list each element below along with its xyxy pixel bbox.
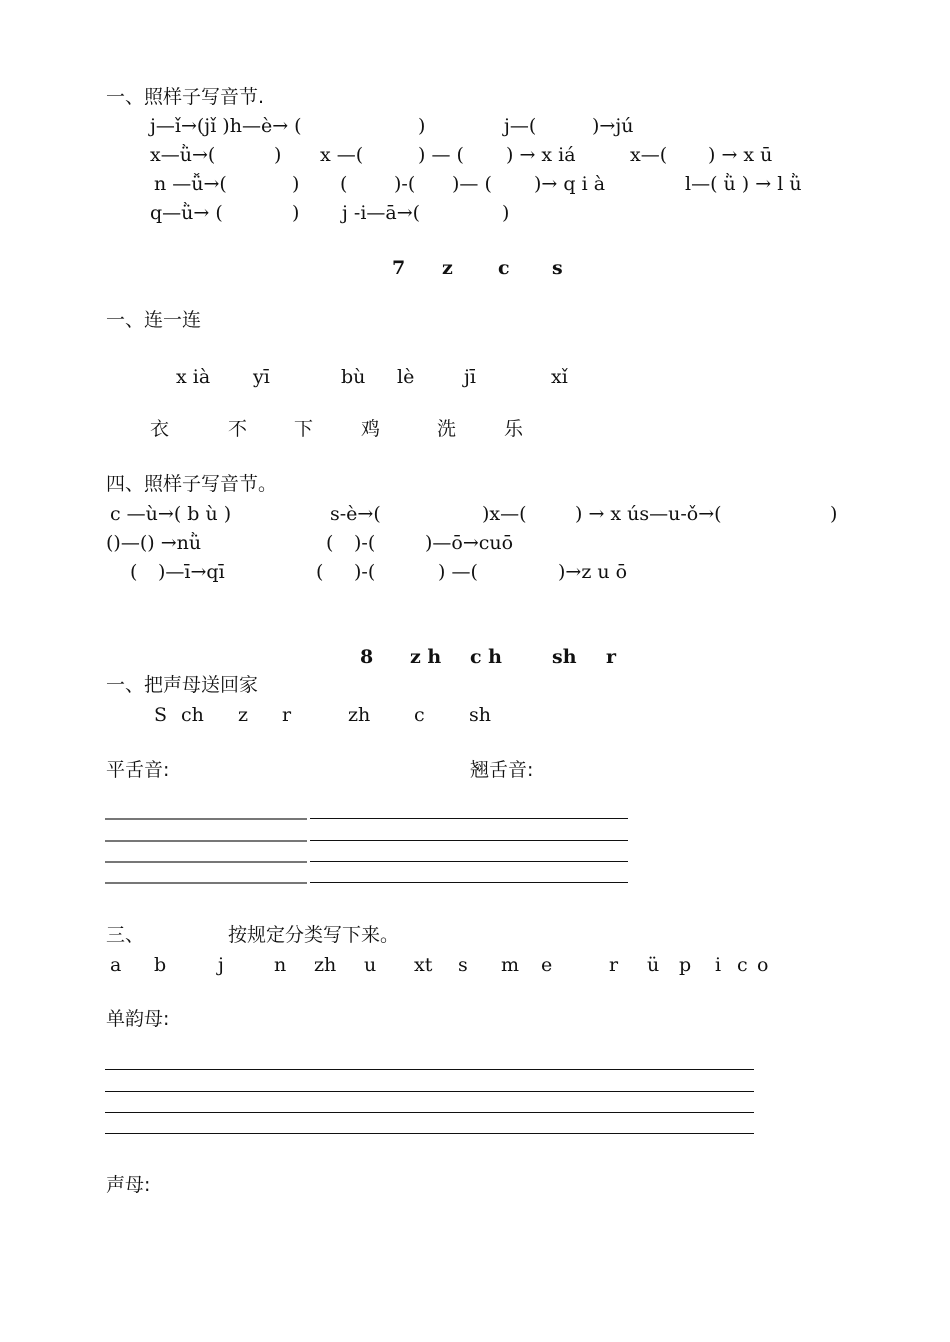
char-bu: 不 <box>228 418 248 440</box>
s7-row3-d: )-( <box>354 561 376 583</box>
s7-row2-b: ( <box>326 532 334 554</box>
lesson8-sh: sh <box>552 646 577 668</box>
answer-line-finals-3 <box>105 1112 754 1113</box>
section3-heading: 按规定分类写下来。 <box>228 924 400 946</box>
letter2-c: c <box>737 954 748 976</box>
section1-heading: 一、照样子写音节. <box>106 86 265 108</box>
pinyin-bu: bù <box>341 366 366 388</box>
lesson7-z: z <box>442 257 453 279</box>
s1-row3-e: )— ( <box>452 173 492 195</box>
letter-z: z <box>238 704 249 726</box>
s7-row1-a: c —ù→( b ù ) <box>110 503 232 525</box>
s1-row2-b: ) <box>274 144 282 166</box>
s7-row3-a: ( <box>130 561 138 583</box>
s1-row2-f: x—( <box>630 144 668 166</box>
s7-row3-f: )→z u ō <box>558 561 628 583</box>
letter2-o: o <box>757 954 769 976</box>
answer-line-flat-4 <box>105 882 307 884</box>
letter2-m: m <box>501 954 520 976</box>
answer-line-flat-2 <box>105 840 307 842</box>
letter-ch: ch <box>181 704 204 726</box>
letter-c: c <box>414 704 425 726</box>
letter2-p: p <box>679 954 692 976</box>
s1-row3-g: l—( ǜ ) → l ǜ <box>685 173 802 195</box>
s7-row1-c: )x—( <box>482 503 527 525</box>
pinyin-ji: jī <box>464 366 476 388</box>
s1-row1-a: j—ǐ→(jǐ )h—è→ ( <box>150 115 302 137</box>
s7-row1-e: ) <box>830 503 838 525</box>
lesson7-c: c <box>498 257 510 279</box>
pinyin-le: lè <box>397 366 415 388</box>
answer-line-curl-2 <box>310 840 628 841</box>
letter-sh: sh <box>469 704 491 726</box>
answer-line-finals-4 <box>105 1133 754 1134</box>
s1-row2-e: ) → x iá <box>506 144 576 166</box>
s1-row2-g: ) → x ū <box>708 144 773 166</box>
letter2-e: e <box>541 954 553 976</box>
s1-row4-a: q—ǜ→ ( <box>150 202 223 224</box>
initials-label: 声母: <box>106 1174 151 1196</box>
answer-line-flat-3 <box>105 861 307 863</box>
letter-S: S <box>154 704 168 726</box>
s1-row4-d: ) <box>502 202 510 224</box>
letter2-a: a <box>110 954 122 976</box>
lesson8-r: r <box>606 646 617 668</box>
letter2-u: u <box>364 954 377 976</box>
s1-row1-c: j—( <box>504 115 537 137</box>
s1-row1-b: ) <box>418 115 426 137</box>
s1-row1-d: )→jú <box>592 115 634 137</box>
letter2-n: n <box>274 954 287 976</box>
letter2-s: s <box>458 954 468 976</box>
s7-row3-e: ) —( <box>438 561 478 583</box>
letter2-b: b <box>154 954 167 976</box>
section7-heading2: 四、照样子写音节。 <box>106 473 278 495</box>
char-ji: 鸡 <box>361 418 381 440</box>
s1-row2-d: ) — ( <box>418 144 464 166</box>
answer-line-flat-1 <box>105 818 307 820</box>
s7-row2-a: ()—() →nǜ <box>106 532 202 554</box>
section3-number: 三、 <box>106 924 145 946</box>
letter2-i: i <box>715 954 722 976</box>
pinyin-xi: xǐ <box>551 366 568 388</box>
lesson8-zh: z h <box>410 646 442 668</box>
s1-row2-a: x—ǜ→( <box>150 144 216 166</box>
answer-line-curl-4 <box>310 882 628 883</box>
section7-heading: 一、连一连 <box>106 309 202 331</box>
s7-row2-d: )—ō→cuō <box>425 532 514 554</box>
answer-line-curl-1 <box>310 818 628 819</box>
pinyin-xia: x ià <box>176 366 211 388</box>
s1-row2-c: x —( <box>320 144 364 166</box>
s1-row3-f: )→ q i à <box>534 173 606 195</box>
letter2-r: r <box>609 954 619 976</box>
letter2-xt: xt <box>414 954 433 976</box>
answer-line-finals-1 <box>105 1069 754 1070</box>
flat-tongue-label: 平舌音: <box>106 759 170 781</box>
s7-row3-c: ( <box>316 561 324 583</box>
lesson7-s: s <box>552 257 563 279</box>
lesson8-number: 8 <box>360 646 374 668</box>
s1-row3-d: )-( <box>394 173 416 195</box>
s1-row3-b: ) <box>292 173 300 195</box>
letter2-u-umlaut: ü <box>647 954 660 976</box>
single-finals-label: 单韵母: <box>106 1008 170 1030</box>
s7-row1-d: ) → x ús—u-ǒ→( <box>575 503 722 525</box>
lesson8-ch: c h <box>470 646 502 668</box>
lesson7-number: 7 <box>392 257 406 279</box>
char-xi: 洗 <box>437 418 457 440</box>
s7-row2-c: )-( <box>354 532 376 554</box>
char-yi: 衣 <box>150 418 170 440</box>
char-xia: 下 <box>294 418 314 440</box>
s7-row3-b: )—ī→qī <box>158 561 225 583</box>
s1-row4-c: j -i—ā→( <box>342 202 421 224</box>
section8-heading: 一、把声母送回家 <box>106 674 259 696</box>
letter2-j: j <box>218 954 224 976</box>
s1-row3-a: n —ǚ→( <box>154 173 227 195</box>
answer-line-curl-3 <box>310 861 628 862</box>
curled-tongue-label: 翘舌音: <box>470 759 534 781</box>
letter-zh: zh <box>348 704 371 726</box>
s7-row1-b: s-è→( <box>330 503 381 525</box>
s1-row4-b: ) <box>292 202 300 224</box>
answer-line-finals-2 <box>105 1091 754 1092</box>
pinyin-yi: yī <box>253 366 270 388</box>
letter-r: r <box>282 704 292 726</box>
s1-row3-c: ( <box>340 173 348 195</box>
char-le: 乐 <box>504 418 524 440</box>
letter2-zh: zh <box>314 954 337 976</box>
